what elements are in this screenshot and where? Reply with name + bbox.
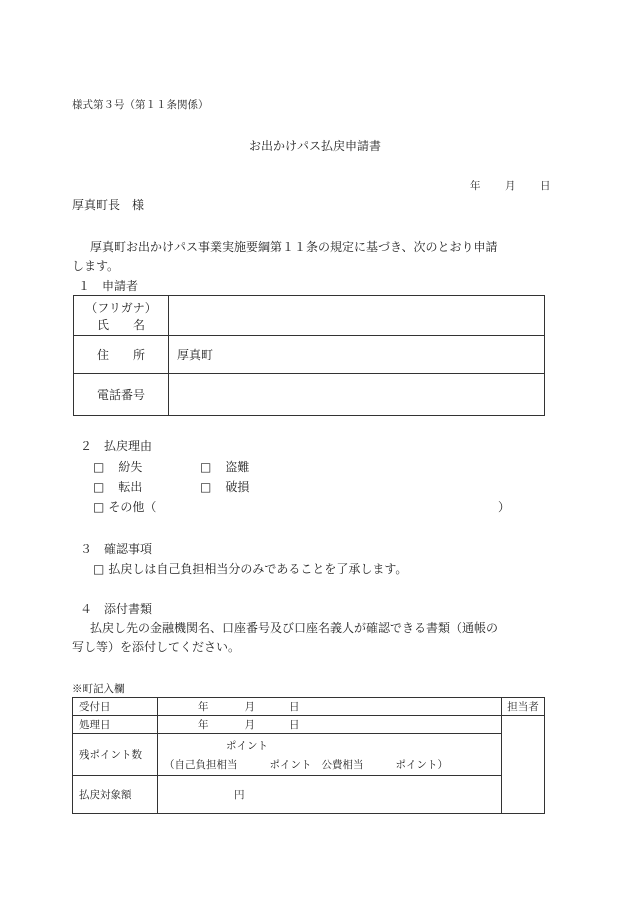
staff-seal-cell — [502, 716, 545, 814]
checkbox-damaged[interactable]: □ — [200, 480, 212, 494]
received-date — [158, 698, 502, 716]
reason-stolen[interactable] — [200, 458, 249, 475]
received-year: 年 — [198, 701, 209, 713]
refund-row — [73, 776, 545, 814]
received-label: 受付日 — [73, 698, 158, 716]
address-value: 厚真町 — [177, 348, 214, 362]
confirmation-item[interactable] — [93, 560, 407, 577]
received-day: 日 — [289, 701, 300, 713]
points-row — [73, 734, 545, 776]
processed-row — [73, 716, 545, 734]
date-month: 月 — [505, 180, 516, 192]
processed-label: 処理日 — [73, 716, 158, 734]
applicant-table — [73, 295, 545, 416]
checkbox-stolen[interactable]: □ — [200, 460, 212, 474]
attachment-line-1: 払戻し先の金融機関名、口座番号及び口座名義人が確認できる書類（通帳の — [90, 621, 499, 635]
name-field[interactable] — [169, 296, 545, 336]
office-table — [72, 697, 545, 814]
processed-date — [158, 716, 502, 734]
points-unit: ポイント — [226, 739, 268, 752]
public-burden-unit: ポイント） — [395, 758, 448, 771]
reason-other[interactable] — [93, 498, 156, 515]
address-label: 住 所 — [74, 336, 169, 374]
section4-heading: ４ 添付書類 — [80, 602, 153, 616]
address-row — [74, 336, 545, 374]
reason-damaged[interactable] — [200, 478, 249, 495]
page-title: お出かけパス払戻申請書 — [248, 139, 381, 153]
date-day: 日 — [540, 180, 551, 192]
reason-damaged-label: 破損 — [225, 480, 250, 494]
refund-yen: 円 — [234, 789, 245, 801]
received-month: 月 — [244, 701, 255, 713]
received-row — [73, 698, 545, 716]
section1-heading: １ 申請者 — [78, 279, 139, 293]
points-cell — [158, 734, 502, 776]
checkbox-confirm[interactable]: □ — [93, 562, 105, 576]
addressee: 厚真町長 様 — [72, 198, 145, 212]
name-label: 氏 名 — [96, 317, 145, 332]
attachment-line-2: 写し等）を添付してください。 — [72, 640, 241, 654]
confirmation-text: 払戻しは自己負担相当分のみであることを了承します。 — [108, 562, 408, 576]
date-year: 年 — [470, 180, 481, 192]
office-heading: ※町記入欄 — [72, 683, 125, 695]
processed-year: 年 — [198, 719, 209, 731]
name-label-cell — [74, 296, 169, 336]
phone-label: 電話番号 — [74, 374, 169, 416]
section3-heading: ３ 確認事項 — [80, 542, 153, 556]
intro-line-1: 厚真町お出かけパス事業実施要綱第１１条の規定に基づき、次のとおり申請 — [90, 240, 498, 254]
self-burden-label: （自己負担相当 — [164, 758, 238, 771]
reason-other-close: ） — [498, 500, 511, 514]
reason-moved-label: 転出 — [118, 480, 143, 494]
self-burden-unit: ポイント — [269, 758, 312, 771]
refund-label: 払戻対象額 — [73, 776, 158, 814]
section2-heading: ２ 払戻理由 — [80, 439, 153, 453]
reason-stolen-label: 盗難 — [225, 460, 250, 474]
furigana-label: （フリガナ） — [85, 300, 157, 315]
checkbox-moved[interactable]: □ — [93, 480, 105, 494]
refund-cell — [158, 776, 502, 814]
public-burden-label: 公費相当 — [321, 758, 364, 771]
points-label: 残ポイント数 — [73, 734, 158, 776]
name-row — [74, 296, 545, 336]
phone-row — [74, 374, 545, 416]
form-number: 様式第３号（第１１条関係） — [72, 99, 209, 111]
phone-field[interactable] — [169, 374, 545, 416]
checkbox-other[interactable]: □ — [93, 500, 105, 514]
reason-lost[interactable] — [93, 458, 142, 475]
staff-label: 担当者 — [502, 698, 545, 716]
reason-lost-label: 紛失 — [118, 460, 143, 474]
processed-month: 月 — [244, 719, 255, 731]
reason-moved[interactable] — [93, 478, 142, 495]
checkbox-lost[interactable]: □ — [93, 460, 105, 474]
reason-other-label: その他（ — [108, 500, 157, 514]
processed-day: 日 — [289, 719, 300, 731]
intro-line-2: します。 — [72, 259, 120, 273]
address-field[interactable] — [169, 336, 545, 374]
